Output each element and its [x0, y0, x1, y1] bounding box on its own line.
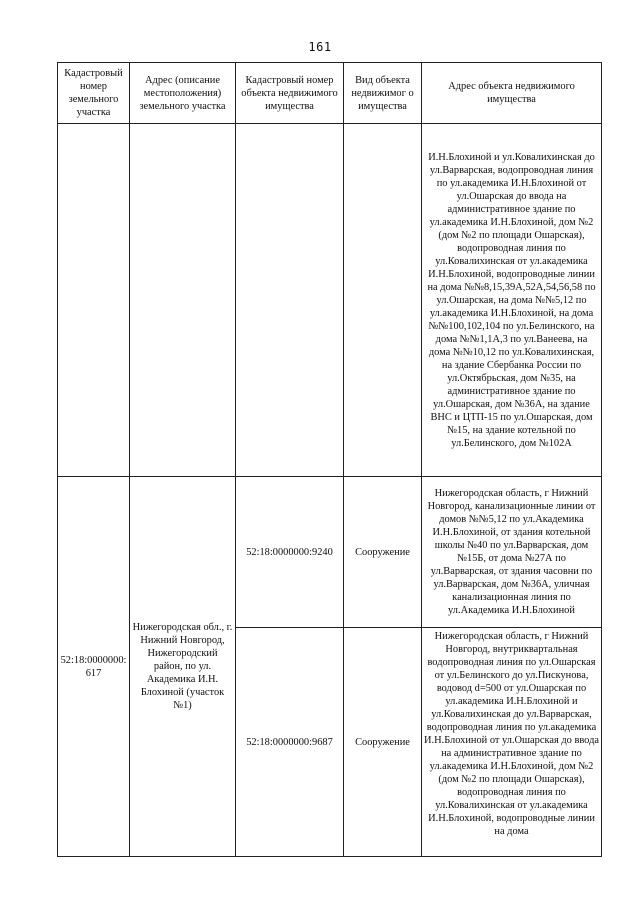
- land-address: Нижегородская обл., г. Нижний Новгород, Нижегородский район, по ул. Академика И.Н. Блохиной (участок №1): [130, 477, 236, 857]
- object-address-text: Нижегородская область, г Нижний Новгород, внутриквартальная водопроводная линия по ул.Ошарская от ул.Белинского до ул.Пискунова, водовод d=500 от ул.Ошарская по ул.академика И.Н.Блохиной и ул.Ковалихинская до ул.Варварская, водопроводная линия по ул.академика И.Н.Блохиной от ул.Ошарская до ввода на административное здание по ул.академика И.Н.Блохиной, дом №2 (дом №2 по площади Ошарская), водопроводная линия по ул.Ковалихинская от ул.академика И.Н.Блохиной, водопроводные линии на дома: [424, 631, 599, 837]
- header-land-address: Адрес (описание местоположения) земельного участка: [130, 63, 236, 124]
- land-cadastral-number: 52:18:0000000:617: [58, 477, 130, 857]
- object-address-cell: И.Н.Блохиной и ул.Ковалихинская до ул.Варварская, водопроводная линия по ул.академика И.Н.Блохиной от ул.Ошарская до ввода на административное здание по ул.академика И.Н.Блохиной, дом №2 (дом №2 по площади Ошарская), водопроводная линия по ул.Ковалихинская от ул.академика И.Н.Блохиной, водопроводные линии на дома №№8,15,39А,52А,54,56,58 по ул.Ошарская, на дома №№5,12 по ул.академика И.Н.Блохиной, на дома №№100,102,104 по ул.Белинского, на дома №№1,1А,3 по ул.Ванеева, на дома №№10,12 по ул.Ковалихинская, на здание Сбербанка России по ул.Октябрьская, дом №35, на административное здание по ул.Ошарская, дом №36А, на здание ВНС и ЦТП-15 по ул.Ошарская, дом №15, на здание котельной по ул.Белинского, дом №102А: [422, 124, 602, 477]
- registry-table: [57, 62, 602, 857]
- header-cadastral-land: Кадастровый номер земельного участка: [58, 63, 130, 124]
- page-number: 161: [308, 40, 332, 54]
- table-row: [58, 477, 602, 628]
- empty-cell: [344, 124, 422, 477]
- empty-cell: [130, 124, 236, 477]
- header-object-type: Вид объекта недвижимог о имущества: [344, 63, 422, 124]
- object-address-cell: [422, 628, 602, 857]
- empty-cell: [58, 124, 130, 477]
- header-object-address: Адрес объекта недвижимого имущества: [422, 63, 602, 124]
- object-address-cell: Нижегородская область, г Нижний Новгород, канализационные линии от домов №№5,12 по ул.Академика И.Н.Блохиной, от здания котельной школы №40 по ул.Варварская, дом №15Б, от дома №27А по ул.Варварская, от здания часовни по ул.Варварская, дом №36А, уличная канализационная линия по ул.Академика И.Н.Блохиной: [422, 477, 602, 628]
- object-type: Сооружение: [344, 477, 422, 628]
- object-cadastral-number: 52:18:0000000:9240: [236, 477, 344, 628]
- header-row: [58, 63, 602, 124]
- table-row-continued: [58, 124, 602, 477]
- object-type: Сооружение: [344, 628, 422, 857]
- empty-cell: [236, 124, 344, 477]
- header-cadastral-object: Кадастровый номер объекта недвижимого имущества: [236, 63, 344, 124]
- object-cadastral-number: 52:18:0000000:9687: [236, 628, 344, 857]
